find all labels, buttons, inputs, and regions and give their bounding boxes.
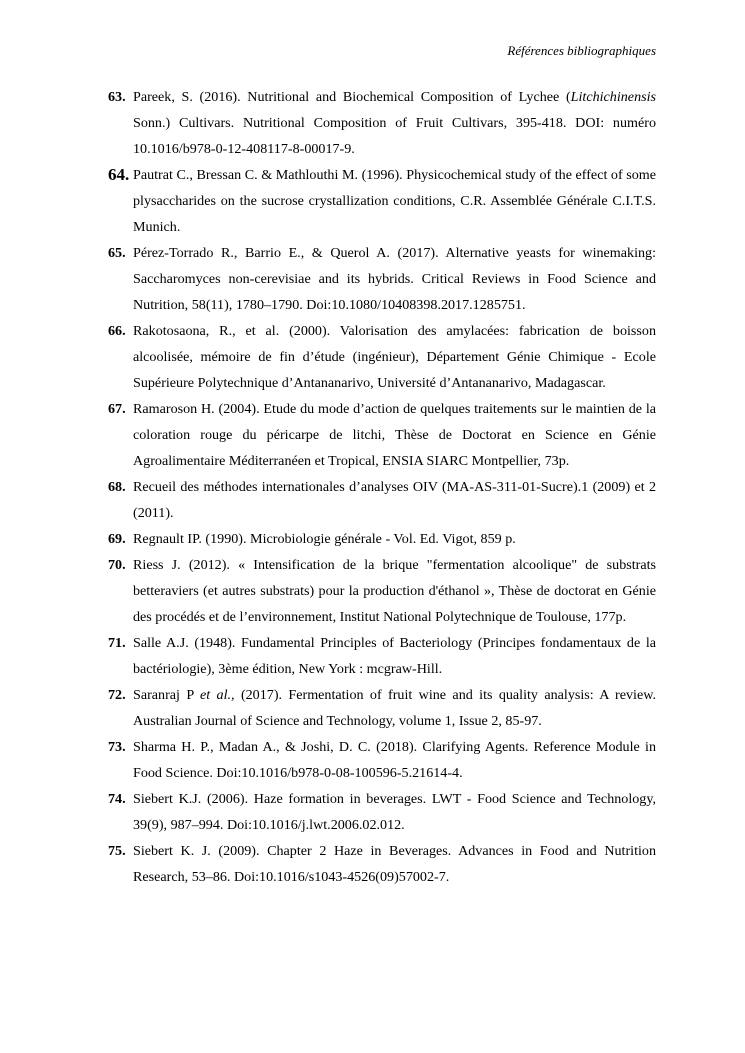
reference-text: Pautrat C., Bressan C. & Mathlouthi M. (1996). Physicochemical study of the effect of some plysaccharides on the sucrose crystallization conditions, C.R. Assemblée Générale C.I.T.S. Munich. [133,167,656,235]
reference-number: 64. [108,165,130,184]
reference-text: Siebert K. J. (2009). Chapter 2 Haze in Beverages. Advances in Food and Nutrition Research, 53–86. Doi:10.1016/s1043-4526(09)57002-7. [133,843,656,885]
reference-text: Ramaroson H. (2004). Etude du mode d’action de quelques traitements sur le maintien de la coloration rouge du péricarpe de litchi, Thèse de Doctorat en Science en Génie Agroalimentaire Méditerranéen et Tropical, ENSIA SIARC Montpellier, 73p. [133,401,656,469]
reference-item [108,682,656,734]
reference-item [108,552,656,630]
reference-item [108,734,656,786]
page-header: Références bibliographiques [507,43,656,58]
reference-item [108,318,656,396]
reference-text: Riess J. (2012). « Intensification de la brique "fermentation alcoolique" de substrats betteraviers (et autres substrats) pour la production d'éthanol », Thèse de doctorat en Génie des procédés et de l’environnement, Institut National Polytechnique de Toulouse, 177p. [133,557,656,625]
reference-number: 74. [108,791,126,807]
reference-text: Saranraj P et al., (2017). Fermentation of fruit wine and its quality analysis: A review. Australian Journal of Science and Technology, volume 1, Issue 2, 85-97. [133,687,656,729]
reference-item [108,838,656,890]
reference-number: 71. [108,635,126,651]
reference-number: 70. [108,557,126,573]
reference-item [108,630,656,682]
reference-item [108,786,656,838]
reference-item [108,84,656,162]
reference-item [108,240,656,318]
reference-number: 66. [108,323,126,339]
reference-text: Rakotosaona, R., et al. (2000). Valorisation des amylacées: fabrication de boisson alcoolisée, mémoire de fin d’étude (ingénieur), Département Génie Chimique - Ecole Supérieure Polytechnique d’Antananarivo, Université d’Antananarivo, Madagascar. [133,323,656,391]
reference-item [108,526,656,552]
reference-number: 69. [108,531,126,547]
reference-number: 65. [108,245,126,261]
reference-text: Salle A.J. (1948). Fundamental Principles of Bacteriology (Principes fondamentaux de la bactériologie), 3ème édition, New York : mcgraw-Hill. [133,635,656,677]
reference-text: Sharma H. P., Madan A., & Joshi, D. C. (2018). Clarifying Agents. Reference Module in Food Science. Doi:10.1016/b978-0-08-100596-5.21614-4. [133,739,656,781]
reference-number: 72. [108,687,126,703]
reference-item [108,396,656,474]
reference-text: Recueil des méthodes internationales d’analyses OIV (MA-AS-311-01-Sucre).1 (2009) et 2 (2011). [133,479,656,521]
et-al-italic: et al., [200,687,235,703]
reference-text: Pérez-Torrado R., Barrio E., & Querol A. (2017). Alternative yeasts for winemaking: Saccharomyces non-cerevisiae and its hybrids. Critical Reviews in Food Science and Nutrition, 58(11), 1780–1790. Doi:10.1080/10408398.2017.1285751. [133,245,656,313]
reference-list [108,84,656,890]
reference-item [108,474,656,526]
reference-item [108,162,656,240]
reference-number: 68. [108,479,126,495]
reference-text: Pareek, S. (2016). Nutritional and Biochemical Composition of Lychee (Litchichinensis Sonn.) Cultivars. Nutritional Composition of Fruit Cultivars, 395-418. DOI: numéro 10.1016/b978-0-12-408117-8-00017-9. [133,89,656,157]
species-name: Litchichinensis [570,89,656,105]
reference-number: 75. [108,843,126,859]
reference-number: 67. [108,401,126,417]
reference-text: Siebert K.J. (2006). Haze formation in beverages. LWT - Food Science and Technology, 39(9), 987–994. Doi:10.1016/j.lwt.2006.02.012. [133,791,656,833]
reference-number: 63. [108,89,126,105]
reference-text: Regnault IP. (1990). Microbiologie générale - Vol. Ed. Vigot, 859 p. [133,531,516,547]
reference-number: 73. [108,739,126,755]
